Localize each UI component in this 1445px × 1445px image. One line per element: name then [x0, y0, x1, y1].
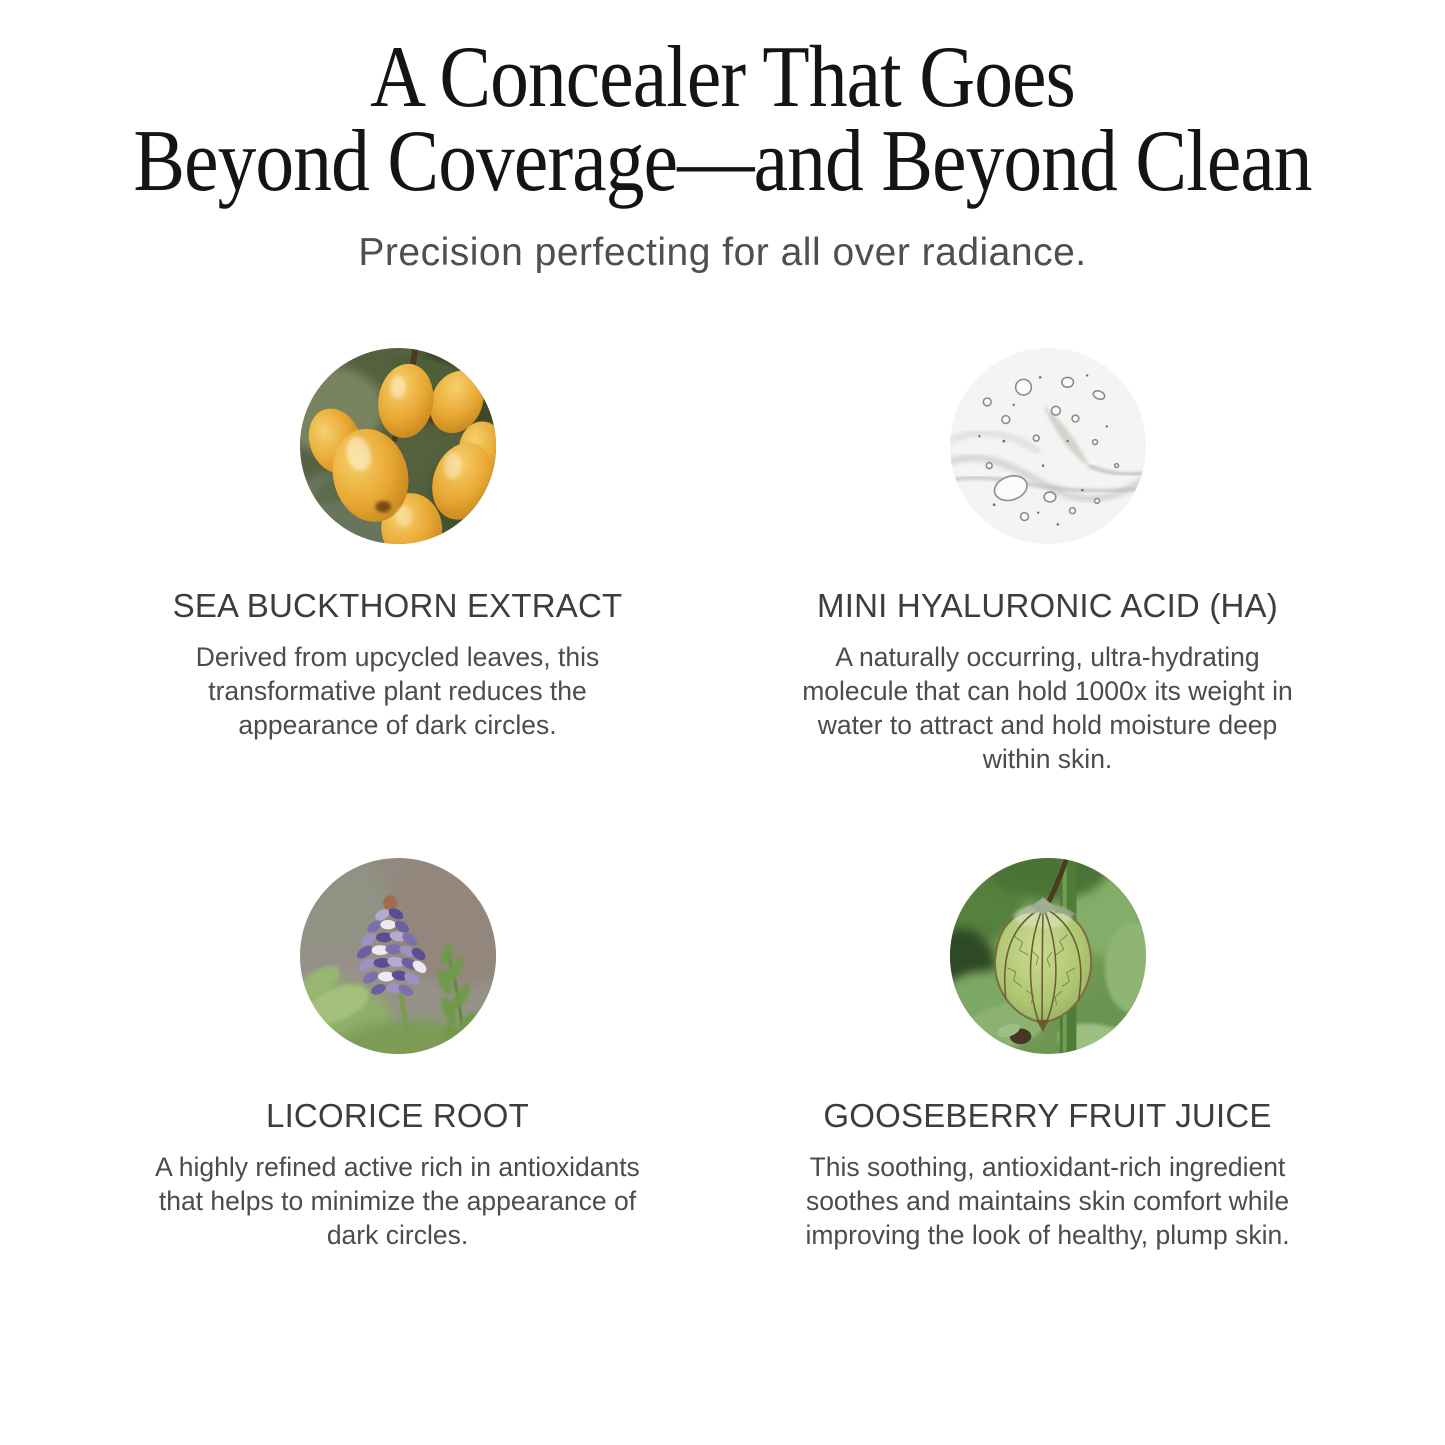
- ingredient-name: MINI HYALURONIC ACID (HA): [817, 587, 1278, 624]
- ingredient-name: GOOSEBERRY FRUIT JUICE: [823, 1097, 1272, 1134]
- ingredient-card-gooseberry: [798, 858, 1298, 1368]
- licorice-flower-illustration: [300, 858, 496, 1054]
- gooseberry-husk-illustration: [950, 858, 1146, 1054]
- ingredient-card-hyaluronic-acid: [798, 348, 1298, 858]
- ingredient-card-sea-buckthorn: [148, 348, 648, 858]
- sea-buckthorn-berries-photo: [300, 348, 496, 544]
- ingredient-description: A highly refined active rich in antioxidants that helps to minimize the appearance of dark circles.: [155, 1152, 640, 1250]
- title-line-1: A Concealer That Goes: [370, 29, 1075, 126]
- header: [0, 0, 1445, 276]
- gel-texture-illustration: [950, 348, 1146, 544]
- ingredient-description: This soothing, antioxidant-rich ingredient soothes and maintains skin comfort while improving the look of healthy, plump skin.: [805, 1152, 1290, 1250]
- title-line-2: Beyond Coverage—and Beyond Clean: [133, 113, 1312, 210]
- subtitle: Precision perfecting for all over radiance.: [358, 231, 1087, 274]
- ingredient-name: SEA BUCKTHORN EXTRACT: [172, 587, 623, 624]
- page-title: [87, 29, 1359, 210]
- ingredient-description: A naturally occurring, ultra-hydrating molecule that can hold 1000x its weight in water to attract and hold moisture deep within skin.: [802, 642, 1293, 774]
- ingredient-name: LICORICE ROOT: [266, 1097, 529, 1134]
- hyaluronic-acid-gel-photo: [950, 348, 1146, 544]
- ingredient-description: Derived from upcycled leaves, this transformative plant reduces the appearance of dark circles.: [195, 642, 600, 740]
- ingredient-card-licorice-root: [148, 858, 648, 1368]
- ingredients-grid: [148, 348, 1298, 1368]
- gooseberry-fruit-photo: [950, 858, 1146, 1054]
- licorice-root-flower-photo: [300, 858, 496, 1054]
- sea-buckthorn-illustration: [300, 348, 496, 544]
